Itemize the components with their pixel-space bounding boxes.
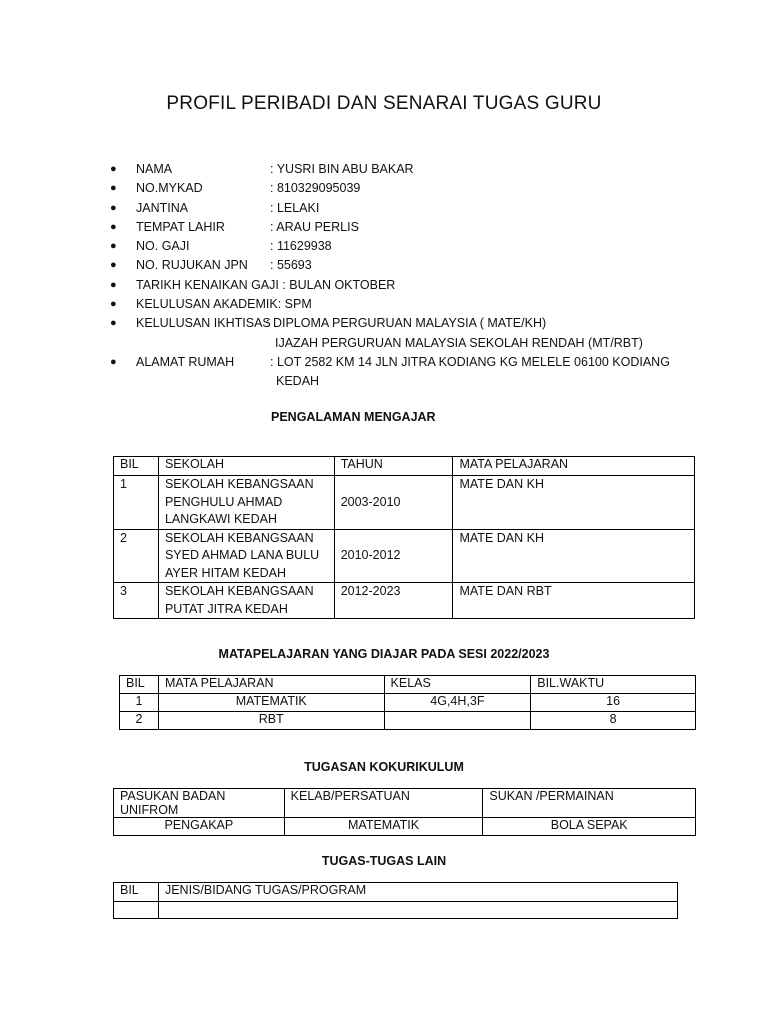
- bullet-icon: ●: [110, 298, 117, 311]
- bullet-icon: ●: [110, 355, 117, 368]
- school-line: SEKOLAH KEBANGSAAN: [164, 530, 314, 545]
- profile-label: TARIKH KENAIKAN GAJI: [136, 277, 279, 292]
- profile-value-continuation: IJAZAH PERGURUAN MALAYSIA SEKOLAH RENDAH (MT/RBT): [275, 335, 643, 350]
- column-header: JENIS/BIDANG TUGAS/PROGRAM: [158, 883, 677, 902]
- profile-label: NO. RUJUKAN JPN: [136, 258, 248, 273]
- bullet-icon: ●: [110, 220, 117, 233]
- table-cell-school: [158, 529, 334, 583]
- school-line: PENGHULU AHMAD: [164, 494, 283, 509]
- table-cell: 2012-2023: [334, 583, 453, 619]
- profile-value-continuation: KEDAH: [276, 374, 320, 389]
- column-header: MATA PELAJARAN: [158, 676, 384, 694]
- table-cell: 16: [531, 694, 696, 712]
- profile-item-alamat-cont: [110, 372, 710, 391]
- table-row: [114, 902, 678, 919]
- bullet-icon: ●: [110, 259, 117, 272]
- column-header: BIL.WAKTU: [531, 676, 696, 694]
- profile-label: TEMPAT LAHIR: [136, 219, 225, 234]
- column-header: BIL: [114, 883, 159, 902]
- profile-value: : YUSRI BIN ABU BAKAR: [270, 162, 414, 176]
- profile-item-kenaikan-gaji: [110, 276, 710, 295]
- table-row: [120, 712, 696, 730]
- table-cell: 4G,4H,3F: [384, 694, 531, 712]
- table-header-row: [114, 883, 678, 902]
- table-cell: RBT: [158, 712, 384, 730]
- table-cell: MATE DAN RBT: [453, 583, 695, 619]
- profile-label: JANTINA: [136, 200, 189, 215]
- profile-value: : 11629938: [270, 239, 332, 254]
- profile-value: : ARAU PERLIS: [270, 219, 359, 234]
- profile-value: : 55693: [270, 258, 312, 273]
- subjects-table: [119, 675, 696, 730]
- profile-item-jantina: [110, 199, 710, 218]
- profile-label: NAMA: [136, 162, 173, 176]
- bullet-icon: ●: [110, 278, 117, 291]
- table-cell: MATE DAN KH: [453, 476, 695, 530]
- table-row: [114, 476, 695, 530]
- table-cell: 3: [114, 583, 159, 619]
- section-heading-cocurricular: TUGASAN KOKURIKULUM: [304, 760, 464, 774]
- bullet-icon: ●: [110, 240, 117, 253]
- profile-value: : DIPLOMA PERGURUAN MALAYSIA ( MATE/KH): [266, 316, 547, 331]
- profile-label: NO.MYKAD: [136, 181, 203, 196]
- school-line: SEKOLAH KEBANGSAAN: [164, 477, 314, 491]
- profile-item-no-gaji: [110, 237, 710, 256]
- table-cell: 1: [120, 694, 159, 712]
- table-row: [114, 583, 695, 619]
- table-cell: [158, 902, 677, 919]
- column-header: PASUKAN BADAN UNIFROM: [114, 789, 285, 818]
- bullet-icon: ●: [110, 317, 117, 330]
- column-header: BIL: [114, 457, 159, 476]
- section-heading-subjects: MATAPELAJARAN YANG DIAJAR PADA SESI 2022/2023: [218, 647, 550, 661]
- table-cell-school: [158, 583, 334, 619]
- table-cell: MATEMATIK: [284, 818, 483, 836]
- other-duties-table: [113, 882, 678, 919]
- table-row: [114, 529, 695, 583]
- column-header: MATA PELAJARAN: [453, 457, 695, 476]
- school-line: LANGKAWI KEDAH: [164, 512, 278, 526]
- profile-item-mykad: [110, 179, 710, 198]
- table-header-row: [114, 457, 695, 476]
- profile-item-kelulusan-ikhtisas-cont: [110, 334, 710, 353]
- table-header-row: [114, 789, 696, 818]
- profile-item-kelulusan-ikhtisas: [110, 314, 710, 333]
- school-line: SYED AHMAD LANA BULU: [164, 548, 320, 562]
- bullet-icon: ●: [110, 182, 117, 195]
- section-heading-experience: PENGALAMAN MENGAJAR: [271, 410, 436, 424]
- experience-table: [113, 456, 695, 619]
- bullet-icon: ●: [110, 201, 117, 214]
- profile-item-nama: [110, 160, 710, 179]
- profile-value: : 810329095039: [270, 181, 361, 196]
- table-cell: 2010-2012: [334, 529, 453, 583]
- profile-label: KELULUSAN AKADEMIK: [136, 297, 278, 312]
- bullet-icon: ●: [110, 163, 117, 175]
- profile-value: : BULAN OKTOBER: [282, 277, 396, 292]
- table-cell: 2003-2010: [334, 476, 453, 530]
- profile-value: : SPM: [277, 297, 312, 312]
- profile-item-rujukan-jpn: [110, 256, 710, 275]
- cocurricular-table: [113, 788, 696, 836]
- column-header: KELAB/PERSATUAN: [284, 789, 483, 818]
- profile-label: NO. GAJI: [136, 239, 190, 254]
- table-row: [120, 694, 696, 712]
- table-header-row: [120, 676, 696, 694]
- profile-value: : LELAKI: [270, 200, 320, 215]
- column-header: BIL: [120, 676, 159, 694]
- column-header: KELAS: [384, 676, 531, 694]
- table-cell: MATE DAN KH: [453, 529, 695, 583]
- table-cell: [384, 712, 531, 730]
- table-cell: [114, 902, 159, 919]
- table-cell: 8: [531, 712, 696, 730]
- table-cell: MATEMATIK: [158, 694, 384, 712]
- section-heading-other-duties: TUGAS-TUGAS LAIN: [321, 854, 447, 868]
- column-header: SUKAN /PERMAINAN: [483, 789, 696, 818]
- table-cell: BOLA SEPAK: [483, 818, 696, 836]
- table-row: [114, 818, 696, 836]
- school-line: PUTAT JITRA KEDAH: [164, 601, 288, 616]
- profile-label: KELULUSAN IKHTISAS: [136, 316, 271, 331]
- school-line: SEKOLAH KEBANGSAAN: [164, 584, 314, 598]
- profile-list: [110, 160, 710, 392]
- column-header: TAHUN: [334, 457, 453, 476]
- school-line: AYER HITAM KEDAH: [164, 565, 287, 580]
- table-cell: 2: [120, 712, 159, 730]
- profile-item-kelulusan-akademik: [110, 295, 710, 314]
- table-cell: 1: [114, 476, 159, 530]
- column-header: SEKOLAH: [158, 457, 334, 476]
- profile-item-tempat-lahir: [110, 218, 710, 237]
- page-title: PROFIL PERIBADI DAN SENARAI TUGAS GURU: [166, 93, 602, 114]
- table-cell: 2: [114, 529, 159, 583]
- profile-label: ALAMAT RUMAH: [136, 354, 235, 369]
- table-cell: PENGAKAP: [114, 818, 285, 836]
- profile-value: : LOT 2582 KM 14 JLN JITRA KODIANG KG MELELE 06100 KODIANG: [270, 354, 670, 369]
- table-cell-school: [158, 476, 334, 530]
- profile-item-alamat: [110, 353, 710, 372]
